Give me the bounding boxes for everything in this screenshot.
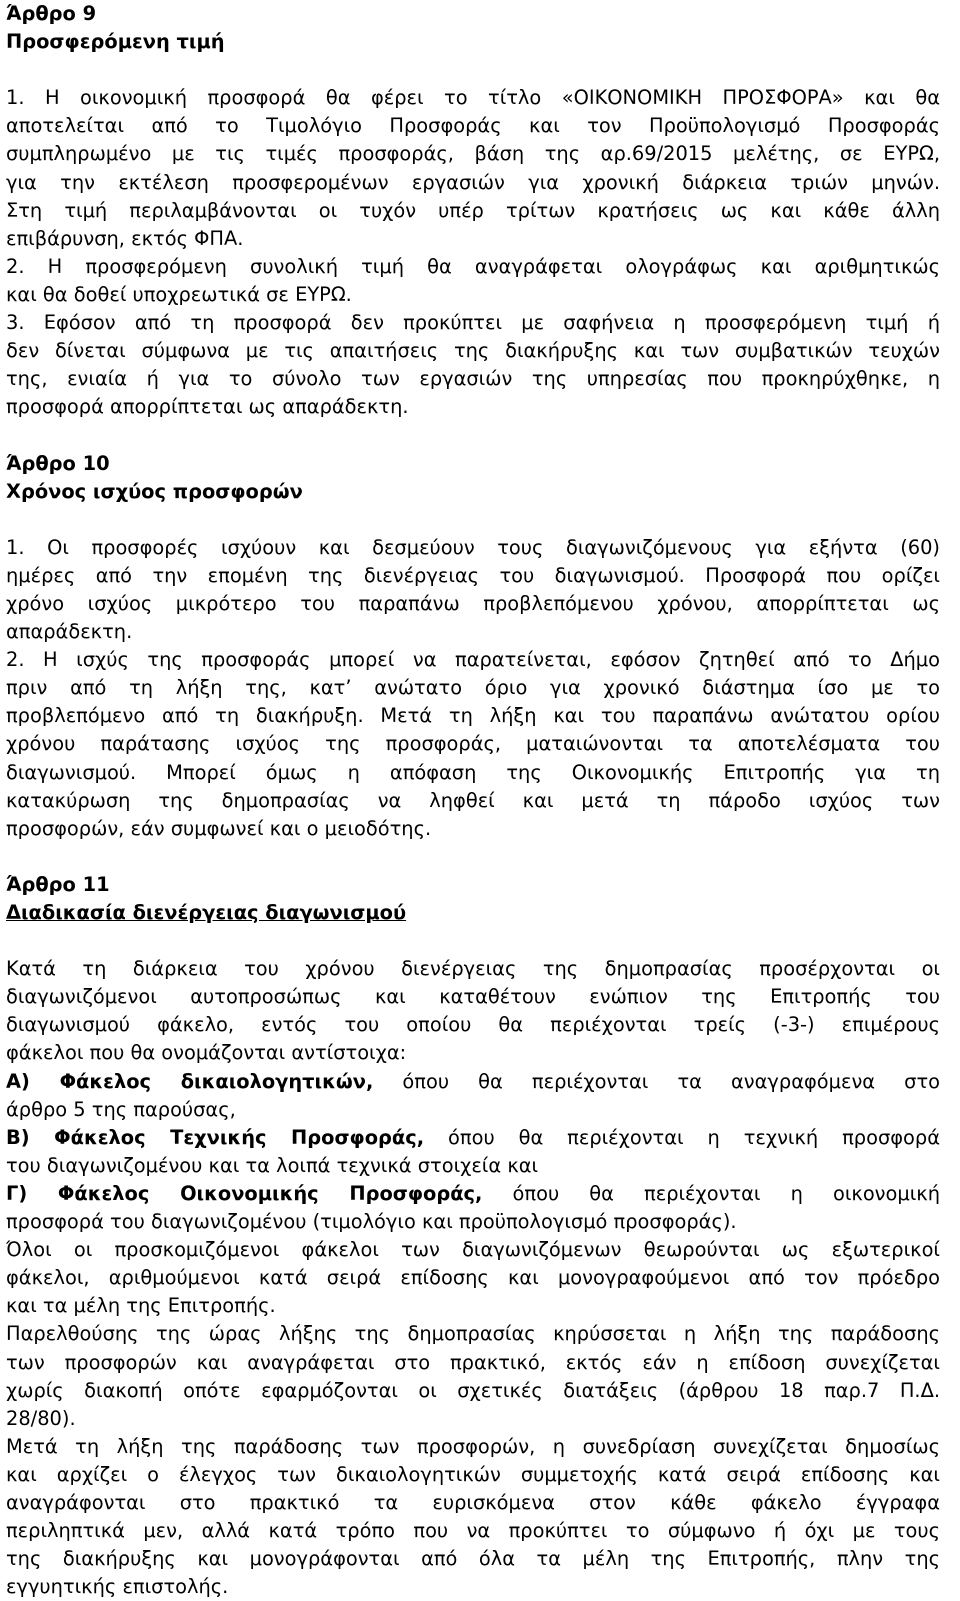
item-c-text: όπου θα περιέχονται η οικονομική xyxy=(482,1181,940,1205)
paragraph-line: Μετά τη λήξη της παράδοσης των προσφορών, η συνεδρίαση συνεχίζεται δημοσίως xyxy=(6,1434,940,1458)
paragraph-line: Κατά τη διάρκεια του χρόνου διενέργειας της δημοπρασίας προσέρχονται οι xyxy=(6,957,940,981)
paragraph-line: διαγωνισμού. Μπορεί όμως η απόφαση της Οικονομικής Επιτροπής για τη xyxy=(6,760,940,784)
paragraph-line: χρόνο ισχύος μικρότερο του παραπάνω προβλεπόμενου χρόνου, απορρίπτεται ως xyxy=(6,591,940,615)
paragraph-line: του διαγωνιζομένου και τα λοιπά τεχνικά στοιχεία και xyxy=(6,1153,539,1177)
paragraph-line: της διακήρυξης και μονογράφονται από όλα τα μέλη της Επιτροπής, πλην της xyxy=(6,1547,940,1571)
paragraph-line: φάκελοι, αριθμούμενοι κατά σειρά επίδοσης και μονογραφούμενοι από τον πρόεδρο xyxy=(6,1266,940,1290)
spacer xyxy=(6,506,940,534)
paragraph-line: 3. Εφόσον από τη προσφορά δεν προκύπτει με σαφήνεια η προσφερόμενη τιμή ή xyxy=(6,311,940,335)
item-a-line xyxy=(6,1068,940,1096)
paragraph-line: δεν δίνεται σύμφωνα με τις απαιτήσεις της διακήρυξης και των συμβατικών τευχών xyxy=(6,339,940,363)
paragraph-line: χρόνου παράτασης ισχύος της προσφοράς, ματαιώνονται τα αποτελέσματα του xyxy=(6,732,940,756)
article-11-title: Άρθρο 11 xyxy=(6,872,110,896)
item-c-label: Γ) Φάκελος Οικονομικής Προσφοράς, xyxy=(6,1181,483,1205)
paragraph-line: διαγωνισμού φάκελο, εντός του οποίου θα περιέχονται τρείς (-3-) επιμέρους xyxy=(6,1013,940,1037)
paragraph-line: 1. Οι προσφορές ισχύουν και δεσμεύουν τους διαγωνιζόμενους για εξήντα (60) xyxy=(6,535,940,559)
item-a-label: Α) Φάκελος δικαιολογητικών, xyxy=(6,1069,374,1093)
spacer xyxy=(6,56,940,84)
paragraph-line: Παρελθούσης της ώρας λήξης της δημοπρασίας κηρύσσεται η λήξη της παράδοσης xyxy=(6,1322,940,1346)
paragraph-line: 2. Η προσφερόμενη συνολική τιμή θα αναγράφεται ολογράφως και αριθμητικώς xyxy=(6,254,940,278)
paragraph-line: πριν από τη λήξη της, κατ’ ανώτατο όριο για χρονικό διάστημα ίσο με το xyxy=(6,676,940,700)
spacer xyxy=(6,927,940,955)
item-c-line xyxy=(6,1180,940,1208)
paragraph-line: επιβάρυνση, εκτός ΦΠΑ. xyxy=(6,226,244,250)
article-11-subtitle: Διαδικασία διενέργειας διαγωνισμού xyxy=(6,901,407,924)
spacer xyxy=(6,843,940,871)
paragraph-line: Όλοι οι προσκομιζόμενοι φάκελοι των διαγωνιζόμενων θεωρούνται ως εξωτερικοί xyxy=(6,1238,940,1262)
paragraph-line: αναγράφονται στο πρακτικό τα ευρισκόμενα στον κάθε φάκελο έγγραφα xyxy=(6,1490,940,1514)
paragraph-line: χωρίς διακοπή οπότε εφαρμόζονται οι σχετικές διατάξεις (άρθρου 18 παρ.7 Π.Δ. xyxy=(6,1378,940,1402)
item-a-text: όπου θα περιέχονται τα αναγραφόμενα στο xyxy=(373,1069,940,1093)
article-10-title: Άρθρο 10 xyxy=(6,451,110,475)
article-9-subtitle: Προσφερόμενη τιμή xyxy=(6,30,225,54)
spacer xyxy=(6,421,940,449)
paragraph-line: των προσφορών και αναγράφεται στο πρακτικό, εκτός εάν η επίδοση συνεχίζεται xyxy=(6,1350,940,1374)
paragraph-line: άρθρο 5 της παρούσας, xyxy=(6,1097,236,1121)
paragraph-line: και αρχίζει ο έλεγχος των δικαιολογητικών συμμετοχής κατά σειρά επίδοσης και xyxy=(6,1462,940,1486)
paragraph-line: 2. Η ισχύς της προσφοράς μπορεί να παρατείνεται, εφόσον ζητηθεί από το Δήμο xyxy=(6,648,940,672)
paragraph-line: προσφορά απορρίπτεται ως απαράδεκτη. xyxy=(6,395,409,419)
item-b-label: Β) Φάκελος Τεχνικής Προσφοράς, xyxy=(6,1125,425,1149)
paragraph-line: για την εκτέλεση προσφερομένων εργασιών για χρονική διάρκεια τριών μηνών. xyxy=(6,170,940,194)
item-b-text: όπου θα περιέχονται η τεχνική προσφορά xyxy=(424,1125,940,1149)
paragraph-line: κατακύρωση της δημοπρασίας να ληφθεί και μετά τη πάροδο ισχύος των xyxy=(6,788,940,812)
paragraph-line: προσφορών, εάν συμφωνεί και ο μειοδότης. xyxy=(6,816,432,840)
article-9-title: Άρθρο 9 xyxy=(6,2,97,25)
paragraph-line: και θα δοθεί υποχρεωτικά σε ΕΥΡΩ. xyxy=(6,282,352,306)
paragraph-line: 28/80). xyxy=(6,1406,76,1430)
paragraph-line: φάκελοι που θα ονομάζονται αντίστοιχα: xyxy=(6,1041,407,1065)
paragraph-line: και τα μέλη της Επιτροπής. xyxy=(6,1294,276,1318)
paragraph-line: συμπληρωμένο με τις τιμές προσφοράς, βάση της αρ.69/2015 μελέτης, σε ΕΥΡΩ, xyxy=(6,142,940,166)
paragraph-line: αποτελείται από το Τιμολόγιο Προσφοράς και τον Προϋπολογισμό Προσφοράς xyxy=(6,114,940,138)
paragraph-line: περιληπτικά μεν, αλλά κατά τρόπο που να προκύπτει το σύμφωνο ή όχι με τους xyxy=(6,1519,940,1543)
paragraph-line: απαράδεκτη. xyxy=(6,620,133,644)
paragraph-line: ημέρες από την επομένη της διενέργειας του διαγωνισμού. Προσφορά που ορίζει xyxy=(6,563,940,587)
paragraph-line: διαγωνιζόμενοι αυτοπροσώπως και καταθέτουν ενώπιον της Επιτροπής του xyxy=(6,985,940,1009)
paragraph-line: προβλεπόμενο από τη διακήρυξη. Μετά τη λήξη και του παραπάνω ανώτατου ορίου xyxy=(6,704,940,728)
paragraph-line: προσφορά του διαγωνιζομένου (τιμολόγιο και προϋπολογισμό προσφοράς). xyxy=(6,1210,737,1234)
paragraph-line: Στη τιμή περιλαμβάνονται οι τυχόν υπέρ τρίτων κρατήσεις ως και κάθε άλλη xyxy=(6,198,940,222)
article-10-subtitle: Χρόνος ισχύος προσφορών xyxy=(6,479,303,503)
paragraph-line: της, ενιαία ή για το σύνολο των εργασιών της υπηρεσίας που προκηρύχθηκε, η xyxy=(6,367,940,391)
paragraph-line: 1. Η οικονομική προσφορά θα φέρει το τίτλο «ΟΙΚΟΝΟΜΙΚΗ ΠΡΟΣΦΟΡΑ» και θα xyxy=(6,86,940,110)
item-b-line xyxy=(6,1124,940,1152)
paragraph-line: εγγυητικής επιστολής. xyxy=(6,1575,229,1599)
